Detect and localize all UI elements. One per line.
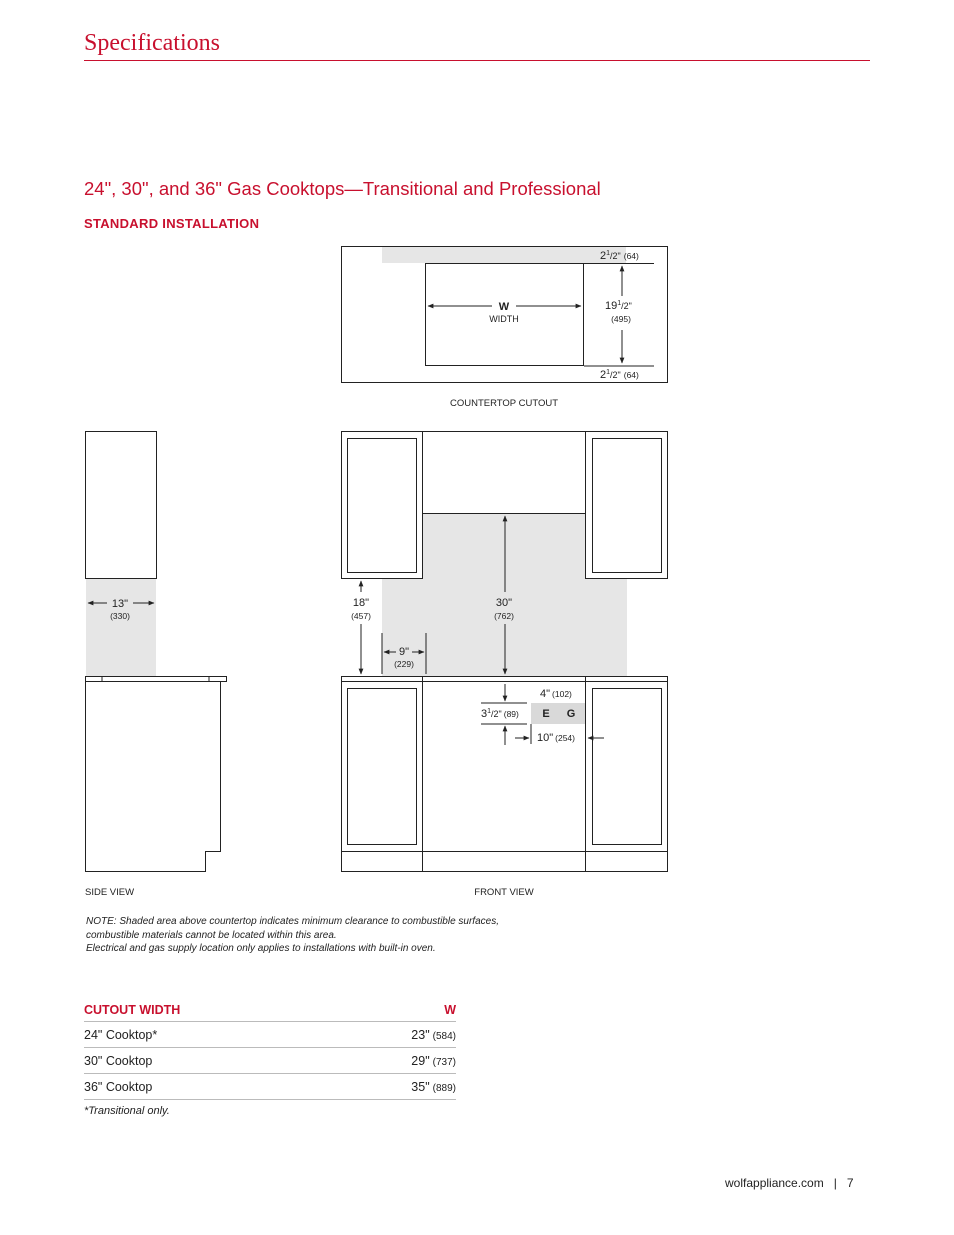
note-line: NOTE: Shaded area above countertop indicates minimum clearance to combustible surfaces, — [86, 916, 499, 927]
row-width: 23" (584) — [411, 1027, 456, 1042]
table-header-label: CUTOUT WIDTH — [84, 1003, 181, 1017]
width-sublabel: WIDTH — [489, 314, 519, 324]
countertop-cutout-diagram — [342, 247, 668, 410]
top-margin-dim: $2^1_{/2"}$ (64) — [600, 250, 639, 262]
side-view-caption: SIDE VIEW — [85, 887, 135, 898]
row-model: 24" Cooktop* — [84, 1027, 158, 1042]
side-clearance-shade — [86, 578, 156, 676]
electrical-label: E — [542, 708, 550, 720]
upper-right-cabinet — [586, 432, 668, 579]
row-model: 30" Cooktop — [84, 1053, 153, 1068]
clearance-18-dim: 18" — [352, 597, 370, 609]
page-footer — [725, 1176, 854, 1190]
hood-cabinet — [423, 432, 586, 514]
width-label: W — [498, 301, 510, 313]
page-number: 7 — [846, 1176, 854, 1190]
table-row — [84, 1022, 456, 1048]
footer-site-link[interactable]: wolfappliance.com — [725, 1176, 824, 1190]
side-upper-cabinet — [86, 432, 157, 579]
table-row — [84, 1074, 456, 1100]
clearance-18-dim-mm: (457) — [351, 611, 371, 621]
row-width: 29" (737) — [411, 1053, 456, 1068]
section-title: 24", 30", and 36" Gas Cooktops—Transitional and Professional — [84, 178, 601, 199]
offset-9-dim-mm: (229) — [394, 659, 414, 669]
note-line: Electrical and gas supply location only applies to installations with built-in oven. — [86, 943, 436, 954]
table-row — [84, 1048, 456, 1074]
note-line: combustible materials cannot be located within this area. — [86, 929, 337, 941]
depth-dim: $19^1_{/2"}$ — [605, 300, 632, 312]
row-model: 36" Cooktop — [84, 1079, 153, 1094]
row-width: 35" (889) — [411, 1079, 456, 1094]
depth-dim-mm: (495) — [611, 314, 631, 324]
zone-width-dim: 10" (254) — [537, 732, 575, 744]
zone-height-dim: 4" (102) — [540, 688, 572, 700]
electrical-gas-zone — [531, 703, 585, 724]
gas-label: G — [566, 708, 576, 720]
side-base-cabinet — [86, 682, 221, 872]
footer-separator: | — [833, 1176, 837, 1190]
front-countertop — [342, 677, 668, 682]
side-view-diagram — [85, 432, 227, 899]
side-countertop — [86, 677, 227, 682]
page-title: Specifications — [84, 30, 220, 56]
front-view-diagram — [342, 432, 668, 899]
section-subtitle: STANDARD INSTALLATION — [84, 216, 260, 231]
countertop-caption: COUNTERTOP CUTOUT — [449, 398, 559, 409]
clearance-30-dim-mm: (762) — [494, 611, 514, 621]
cutout-width-table — [84, 999, 456, 1100]
bottom-margin-dim: $2^1_{/2"}$ (64) — [600, 369, 639, 381]
side-depth-dim: 13" — [111, 598, 129, 610]
table-header-w: W — [444, 1003, 456, 1017]
front-view-caption: FRONT VIEW — [474, 887, 534, 898]
table-header — [84, 999, 456, 1022]
installation-note — [86, 915, 499, 956]
clearance-30-dim: 30" — [495, 597, 513, 609]
top-clearance-shade — [382, 247, 626, 263]
side-depth-dim-mm: (330) — [110, 611, 130, 621]
zone-offset-dim: $3^1_{/2"}$ (89) — [481, 708, 519, 720]
table-footnote: *Transitional only. — [84, 1105, 170, 1117]
offset-9-dim: 9" — [398, 646, 410, 658]
upper-left-cabinet — [342, 432, 423, 579]
